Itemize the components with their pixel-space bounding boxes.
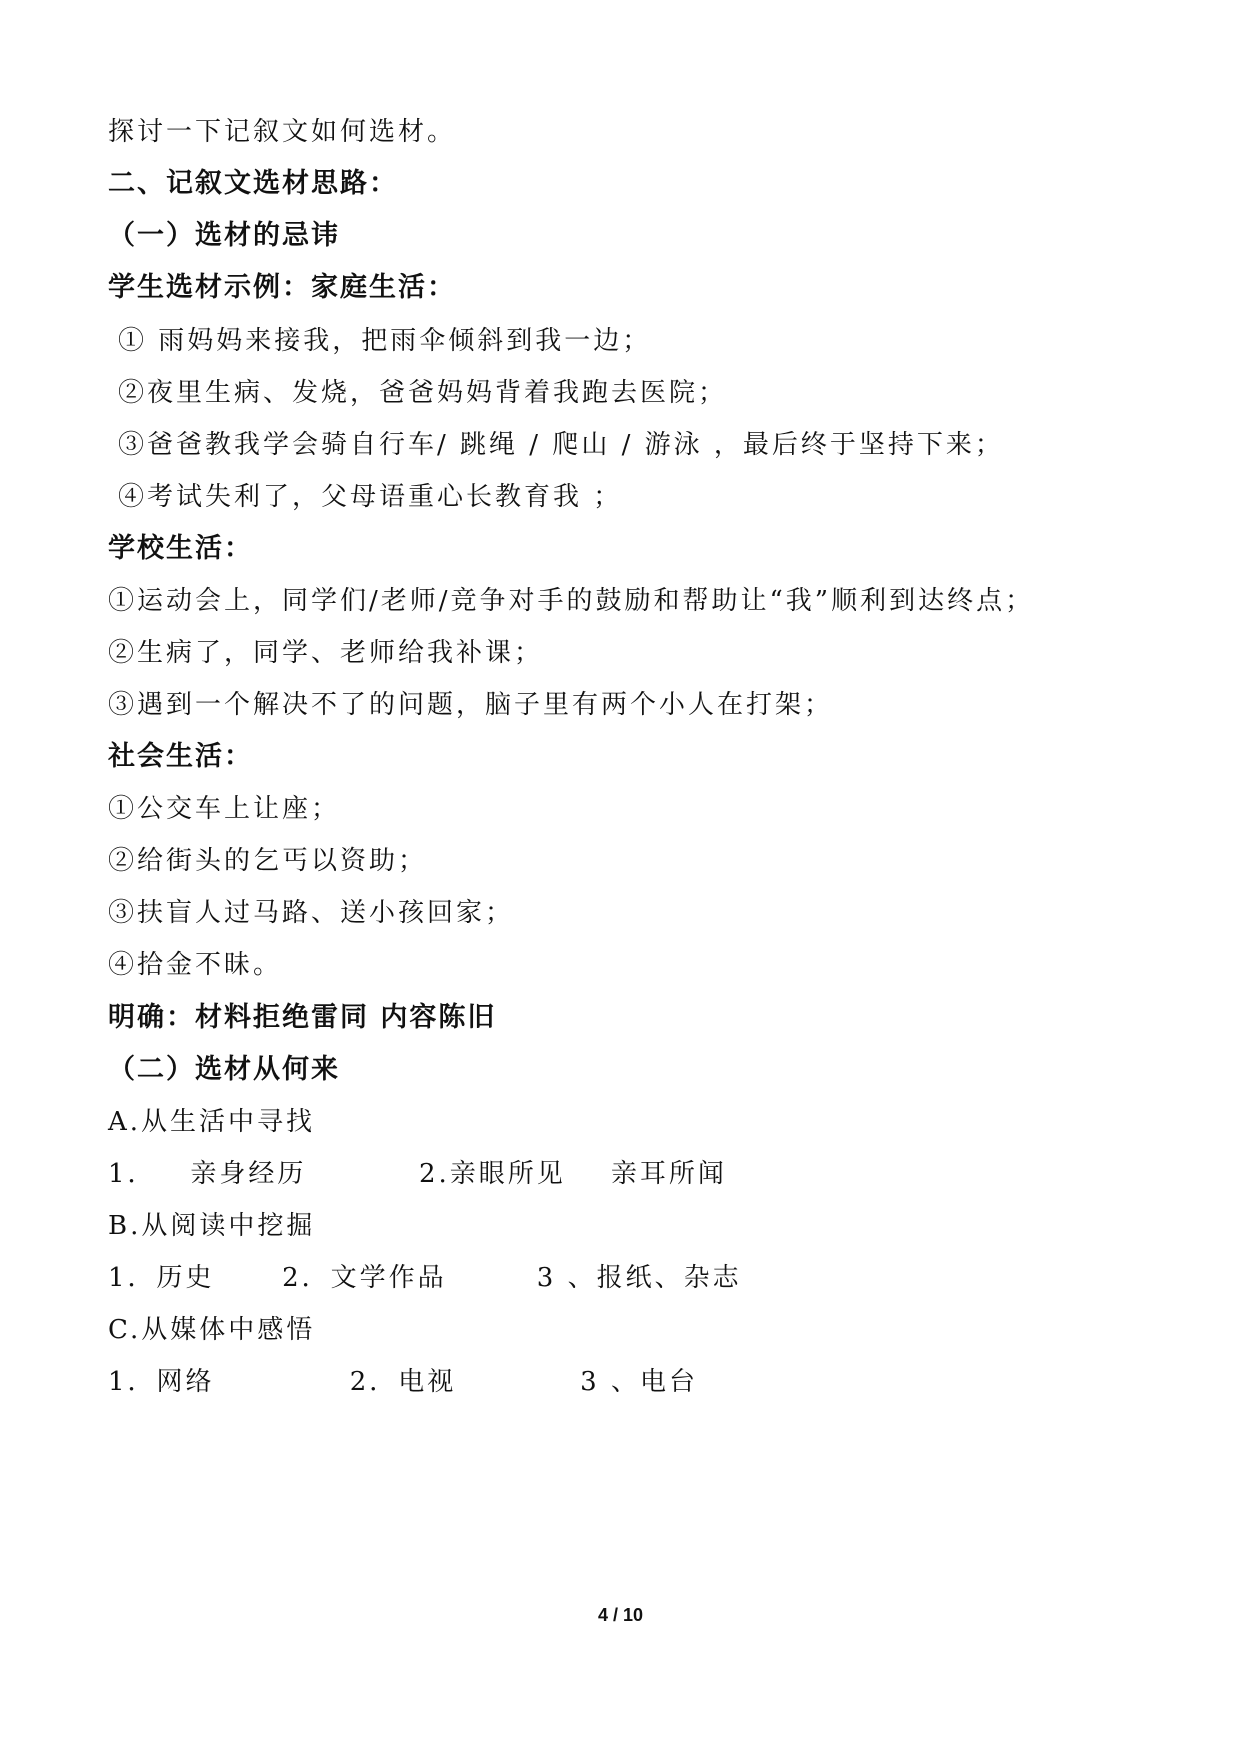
list-item: ① 雨妈妈来接我，把雨伞倾斜到我一边； <box>118 326 652 356</box>
section-heading-2: 二、记叙文选材思路： <box>108 168 398 199</box>
heading-social-life: 社会生活： <box>108 741 253 772</box>
conclusion-heading: 明确：材料拒绝雷同 内容陈旧 <box>108 1002 497 1033</box>
subsection-heading-sources: （二）选材从何来 <box>108 1054 340 1085</box>
list-item: ①公交车上让座； <box>108 794 341 824</box>
source-items-life: 1． 亲身经历 2.亲眼所见 亲耳所闻 <box>108 1159 727 1189</box>
list-item: ②夜里生病、发烧，爸爸妈妈背着我跑去医院； <box>118 378 728 408</box>
source-items-reading: 1．历史 2．文学作品 3 、报纸、杂志 <box>108 1263 742 1293</box>
list-item: ②给街头的乞丐以资助； <box>108 846 428 876</box>
source-heading-life: A.从生活中寻找 <box>108 1107 316 1137</box>
list-item: ③爸爸教我学会骑自行车/ 跳绳 / 爬山 / 游泳 ，最后终于坚持下来； <box>118 430 1004 460</box>
list-item: ③遇到一个解决不了的问题，脑子里有两个小人在打架； <box>108 690 834 720</box>
source-heading-media: C.从媒体中感悟 <box>108 1315 316 1345</box>
list-item: ④考试失利了，父母语重心长教育我 ； <box>118 482 623 512</box>
page-number: 4 / 10 <box>597 1605 644 1625</box>
heading-school-life: 学校生活： <box>108 533 253 564</box>
list-item: ②生病了，同学、老师给我补课； <box>108 638 544 668</box>
source-heading-reading: B.从阅读中挖掘 <box>108 1211 316 1241</box>
source-items-media: 1．网络 2．电视 3 、电台 <box>108 1367 698 1397</box>
list-item: ④拾金不昧。 <box>108 950 283 980</box>
subsection-heading-taboos: （一）选材的忌讳 <box>108 220 340 251</box>
list-item: ①运动会上，同学们/老师/竞争对手的鼓励和帮助让“我”顺利到达终点； <box>108 586 1035 616</box>
heading-family-life: 学生选材示例：家庭生活： <box>108 272 456 303</box>
intro-text: 探讨一下记叙文如何选材。 <box>108 117 457 147</box>
list-item: ③扶盲人过马路、送小孩回家； <box>108 898 515 928</box>
